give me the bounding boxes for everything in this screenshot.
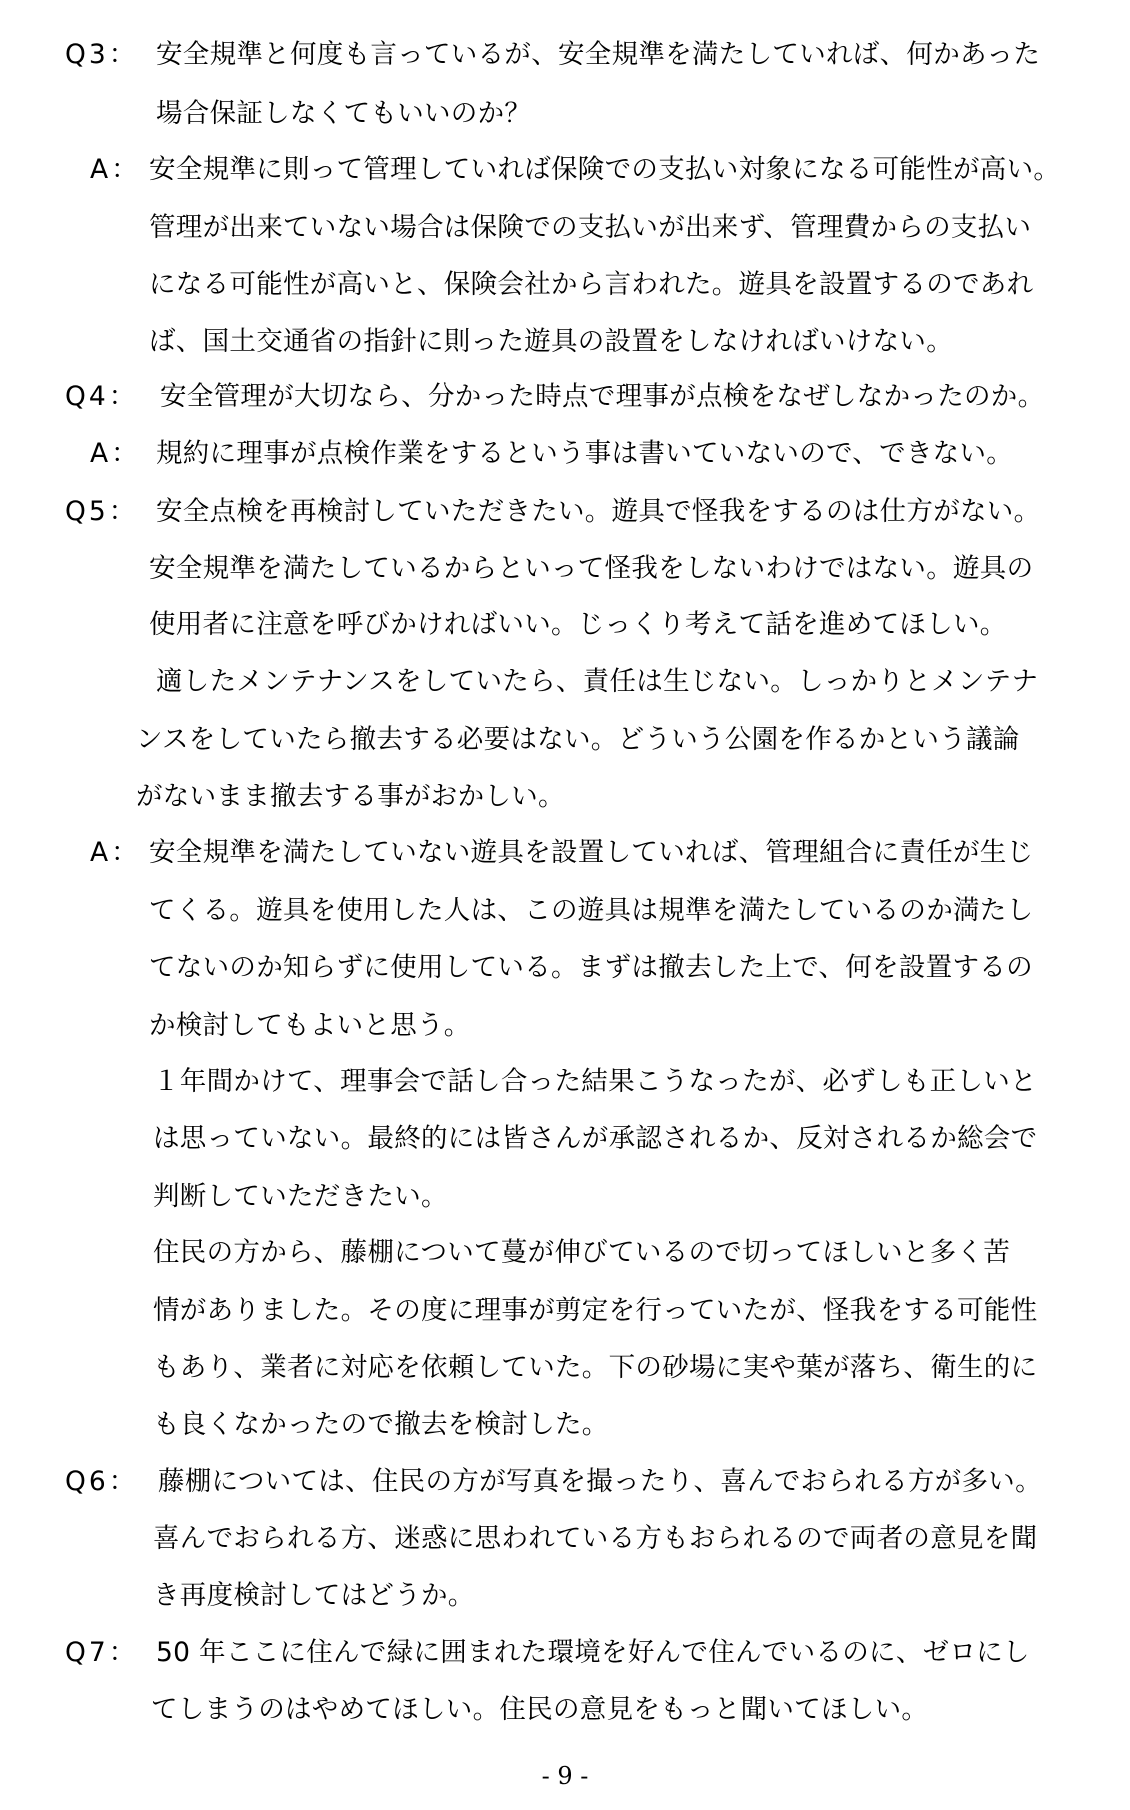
question-label-q6: Q6： (65, 1466, 139, 1497)
text-line: もあり、業者に対応を依頼していた。下の砂場に実や葉が落ち、衛生的に (153, 1352, 1038, 1383)
text-line: 50 年ここに住んで緑に囲まれた環境を好んで住んでいるのに、ゼロにし (156, 1637, 1030, 1668)
text-line: 安全管理が大切なら、分かった時点で理事が点検をなぜしなかったのか。 (160, 381, 1045, 412)
text-line: 住民の方から、藤棚について蔓が伸びているので切ってほしいと多く苦 (153, 1237, 1011, 1268)
text-line: になる可能性が高いと、保険会社から言われた。遊具を設置するのであれ (149, 269, 1034, 300)
text-line: ば、国土交通省の指針に則った遊具の設置をしなければいけない。 (149, 326, 953, 357)
text-line: てないのか知らずに使用している。まずは撤去した上で、何を設置するの (149, 952, 1033, 983)
page-number: - 9 - (541, 1762, 589, 1790)
question-label-q7: Q7： (65, 1637, 139, 1668)
text-line: 安全規準と何度も言っているが、安全規準を満たしていれば、何かあった (156, 39, 1041, 70)
text-line: か検討してもよいと思う。 (149, 1010, 471, 1041)
text-line: 適したメンテナンスをしていたら、責任は生じない。しっかりとメンテナ (156, 666, 1039, 697)
text-line: 場合保証しなくてもいいのか？ (156, 98, 532, 129)
text-line: 安全点検を再検討していただきたい。遊具で怪我をするのは仕方がない。 (156, 496, 1041, 527)
text-line: 情がありました。その度に理事が剪定を行っていたが、怪我をする可能性 (153, 1295, 1038, 1326)
text-line: 判断していただきたい。 (153, 1181, 448, 1212)
text-line: てくる。遊具を使用した人は、この遊具は規準を満たしているのか満たし (149, 895, 1034, 926)
text-line: は思っていない。最終的には皆さんが承認されるか、反対されるか総会で (153, 1123, 1038, 1154)
text-line: 使用者に注意を呼びかければいい。じっくり考えて話を進めてほしい。 (149, 609, 1007, 640)
text-line: 規約に理事が点検作業をするという事は書いていないので、できない。 (156, 438, 1014, 469)
question-label-q3: Q3： (65, 39, 139, 70)
text-line: 安全規準を満たしているからといって怪我をしないわけではない。遊具の (149, 553, 1034, 584)
text-line: てしまうのはやめてほしい。住民の意見をもっと聞いてほしい。 (151, 1694, 929, 1725)
text-line: も良くなかったので撤去を検討した。 (153, 1409, 609, 1440)
text-line: 藤棚については、住民の方が写真を撮ったり、喜んでおられる方が多い。 (158, 1466, 1042, 1497)
text-line: ンスをしていたら撤去する必要はない。どういう公園を作るかという議論 (136, 724, 1020, 755)
text-line: き再度検討してはどうか。 (153, 1580, 475, 1611)
question-label-q4: Q4： (65, 381, 139, 412)
question-label-q5: Q5： (65, 496, 139, 527)
text-line: 安全規準を満たしていない遊具を設置していれば、管理組合に責任が生じ (149, 837, 1034, 868)
answer-label-a4: A： (90, 438, 141, 469)
text-line: がないまま撤去する事がおかしい。 (136, 781, 565, 812)
answer-label-a3: A： (90, 154, 141, 185)
text-line: 管理が出来ていない場合は保険での支払いが出来ず、管理費からの支払い (149, 212, 1032, 243)
text-line: １年間かけて、理事会で話し合った結果こうなったが、必ずしも正しいと (153, 1066, 1037, 1097)
text-line: 安全規準に則って管理していれば保険での支払い対象になる可能性が高い。 (149, 154, 1061, 185)
answer-label-a5: A： (90, 837, 141, 868)
text-line: 喜んでおられる方、迷惑に思われている方もおられるので両者の意見を聞 (153, 1523, 1038, 1554)
